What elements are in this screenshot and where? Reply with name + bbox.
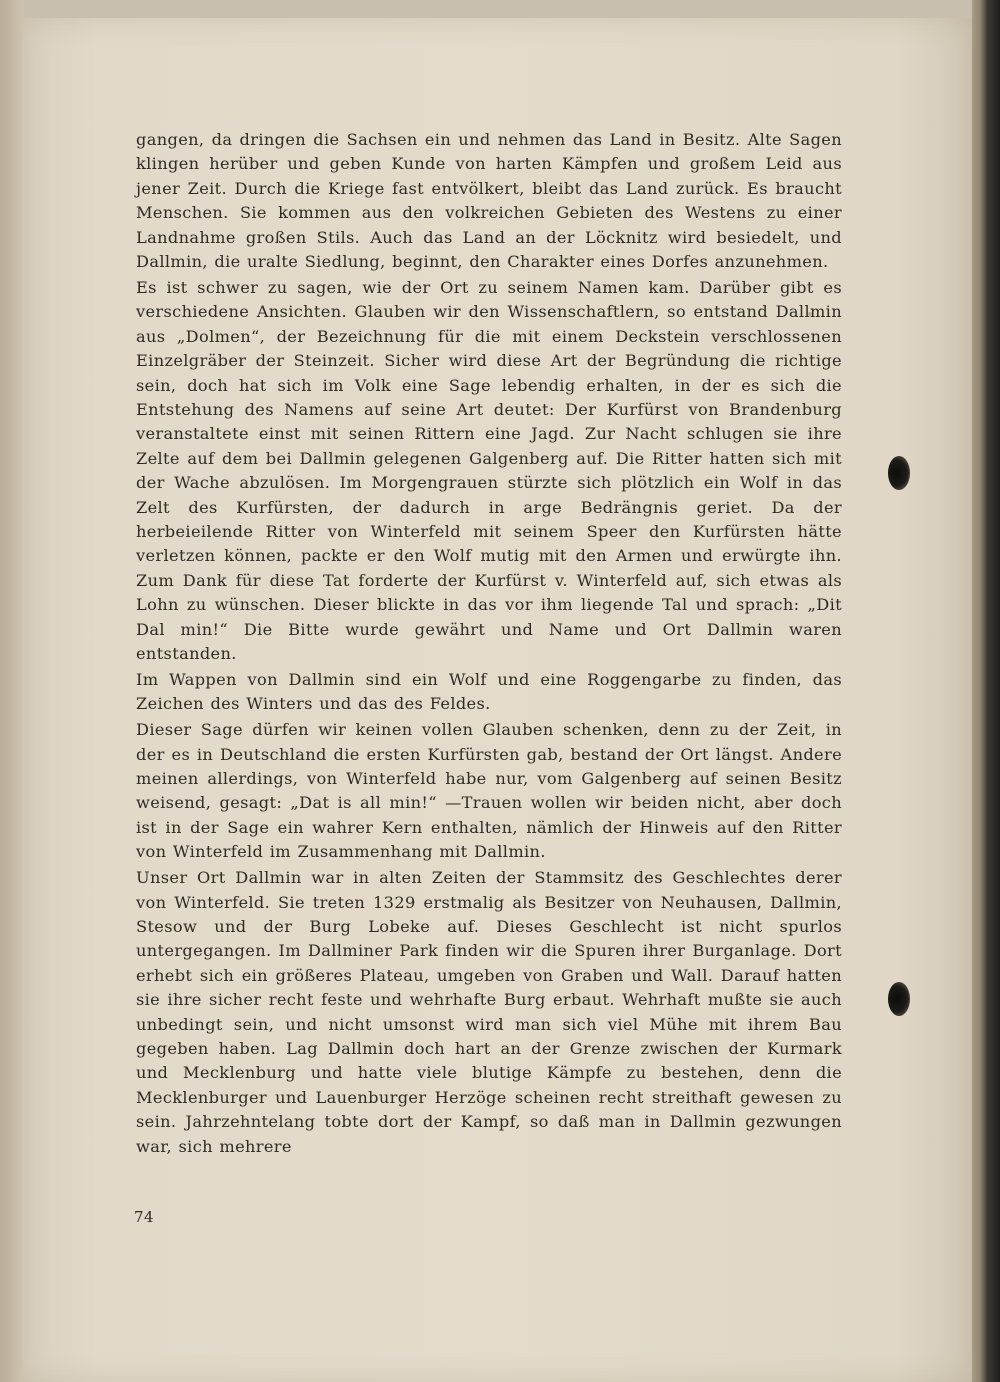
- paragraph: Dieser Sage dürfen wir keinen vollen Glauben schenken, denn zu der Zeit, in der es in Deutschland die ersten Kurfürsten gab, bestand der Ort längst. Andere meinen allerdings, von Winterfeld habe nur, vom Galgenberg auf seinen Besitz weisend, gesagt: „Dat is all min!“ —Trauen wollen wir beiden nicht, aber doch ist in der Sage ein wahrer Kern enthalten, nämlich der Hinweis auf den Ritter von Winterfeld im Zusammenhang mit Dallmin.: [136, 720, 842, 862]
- binding-hole-upper: [888, 456, 910, 490]
- paragraph: Unser Ort Dallmin war in alten Zeiten der Stammsitz des Geschlechtes derer von Winterfeld. Sie treten 1329 erstmalig als Besitzer von Neuhausen, Dallmin, Stesow und der Burg Lobeke auf. Dieses Geschlecht ist nicht spurlos untergegangen. Im Dallminer Park finden wir die Spuren ihrer Burganlage. Dort erhebt sich ein größeres Plateau, umgeben von Graben und Wall. Darauf hatten sie ihre sicher recht feste und wehrhafte Burg erbaut. Wehrhaft mußte sie auch unbedingt sein, und nicht umsonst wird man sich viel Mühe mit ihrem Bau gegeben haben. Lag Dallmin doch hart an der Grenze zwischen der Kurmark und Mecklenburg und hatte viele blutige Kämpfe zu bestehen, denn die Mecklenburger und Lauenburger Herzöge scheinen recht streithaft gewesen zu sein. Jahrzehntelang tobte dort der Kampf, so daß man in Dallmin gezwungen war, sich mehrere: [136, 868, 842, 1156]
- page-left-edge: [0, 0, 24, 1382]
- binding-hole-lower: [888, 982, 910, 1016]
- page-number: 74: [134, 1208, 155, 1226]
- body-text: [136, 128, 842, 1161]
- book-binding-edge: [972, 0, 1000, 1382]
- paragraph: Im Wappen von Dallmin sind ein Wolf und eine Roggengarbe zu finden, das Zeichen des Winters und das des Feldes.: [136, 669, 842, 714]
- paragraph: Es ist schwer zu sagen, wie der Ort zu seinem Namen kam. Darüber gibt es verschiedene Ansichten. Glauben wir den Wissenschaftlern, so entstand Dallmin aus „Dolmen“, der Bezeichnung für die mit einem Deckstein verschlossenen Einzelgräber der Steinzeit. Sicher wird diese Art der Begründung die richtige sein, doch hat sich im Volk eine Sage lebendig erhalten, in der es sich die Entstehung des Namens auf seine Art deutet: Der Kurfürst von Brandenburg veranstaltete einst mit seinen Rittern eine Jagd. Zur Nacht schlugen sie ihre Zelte auf dem bei Dallmin gelegenen Galgenberg auf. Die Ritter hatten sich mit der Wache abzulösen. Im Morgengrauen stürzte sich plötzlich ein Wolf in das Zelt des Kurfürsten, der dadurch in arge Bedrängnis geriet. Da der herbeieilende Ritter von Winterfeld mit seinem Speer den Kurfürsten hätte verletzen können, packte er den Wolf mutig mit den Armen und erwürgte ihn. Zum Dank für diese Tat forderte der Kurfürst v. Winterfeld auf, sich etwas als Lohn zu wünschen. Dieser blickte in das vor ihm liegende Tal und sprach: „Dit Dal min!“ Die Bitte wurde gewährt und Name und Ort Dallmin waren entstanden.: [136, 277, 842, 664]
- paragraph: gangen, da dringen die Sachsen ein und nehmen das Land in Besitz. Alte Sagen klingen herüber und geben Kunde von harten Kämpfen und großem Leid aus jener Zeit. Durch die Kriege fast entvölkert, bleibt das Land zurück. Es braucht Menschen. Sie kommen aus den volkreichen Gebieten des Westens zu einer Landnahme großen Stils. Auch das Land an der Löcknitz wird besiedelt, und Dallmin, die uralte Siedlung, beginnt, den Charakter eines Dorfes anzunehmen.: [136, 130, 842, 272]
